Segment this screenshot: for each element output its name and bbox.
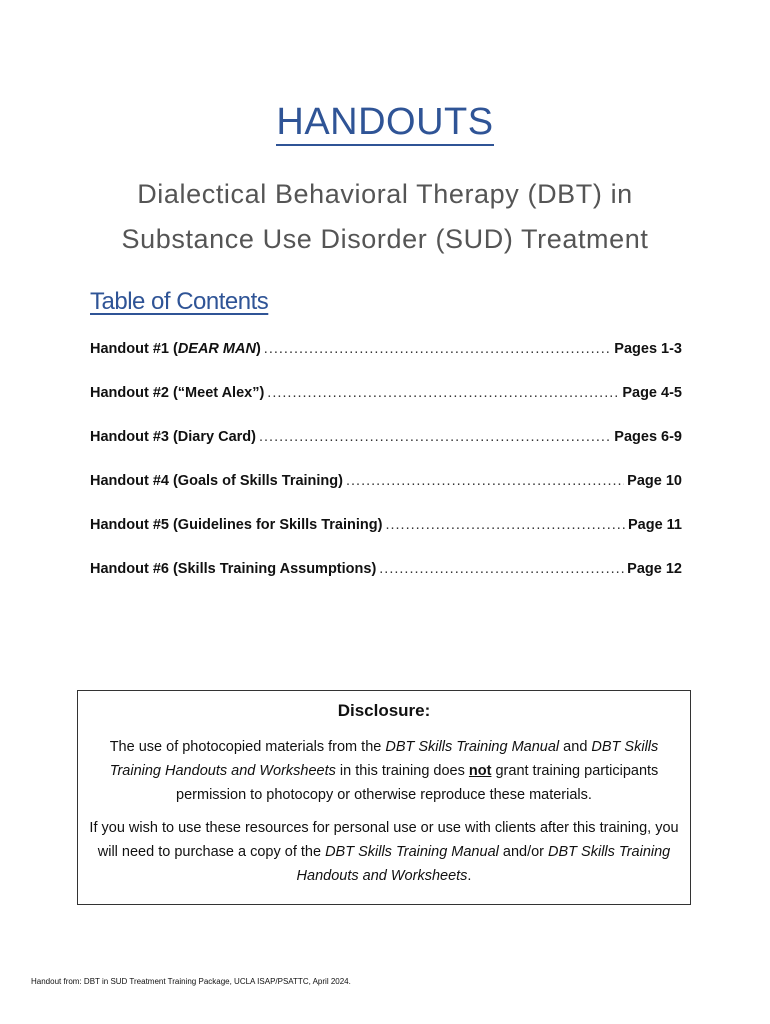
disclosure-box <box>77 690 691 905</box>
toc-item-page: Page 4-5 <box>622 385 682 401</box>
disclosure-paragraph-1: The use of photocopied materials from the DBT Skills Training Manual and DBT Skills Training Handouts and Worksheets in this training does not grant training participants permission to photocopy or otherwise reproduce these materials. <box>109 739 659 803</box>
disclosure-title: Disclosure: <box>337 701 431 720</box>
toc-item-label: Handout #5 (Guidelines for Skills Training) <box>90 517 383 533</box>
document-title: HANDOUTS <box>276 100 493 146</box>
toc-leader-dots <box>259 429 611 445</box>
toc-item <box>90 341 682 385</box>
toc-item-page: Page 12 <box>627 561 682 577</box>
toc-item-label: Handout #3 (Diary Card) <box>90 429 256 445</box>
toc-leader-dots <box>379 561 624 577</box>
toc-leader-dots <box>385 517 625 533</box>
toc-item <box>90 385 682 429</box>
toc-item-page: Page 11 <box>627 517 682 533</box>
document-subtitle <box>0 172 770 262</box>
subtitle-line-2: Substance Use Disorder (SUD) Treatment <box>121 224 649 254</box>
toc-item <box>90 517 682 561</box>
toc-item <box>90 561 682 605</box>
toc-item <box>90 429 682 473</box>
toc-item-label: Handout #1 (DEAR MAN) <box>90 341 261 357</box>
toc-leader-dots <box>346 473 624 489</box>
table-of-contents <box>90 341 682 605</box>
document-title-container <box>0 100 770 146</box>
toc-heading: Table of Contents <box>90 288 269 315</box>
toc-item-label: Handout #6 (Skills Training Assumptions) <box>90 561 377 577</box>
toc-leader-dots <box>264 341 611 357</box>
toc-item-page: Pages 1-3 <box>614 341 682 357</box>
toc-item <box>90 473 682 517</box>
toc-item-label: Handout #4 (Goals of Skills Training) <box>90 473 343 489</box>
subtitle-line-1: Dialectical Behavioral Therapy (DBT) in <box>137 179 633 209</box>
toc-item-page: Pages 6-9 <box>614 429 682 445</box>
disclosure-paragraph-2: If you wish to use these resources for personal use or use with clients after this training, you will need to purchase a copy of the DBT Skills Training Manual and/or DBT Skills Training Handouts and Worksheets. <box>89 820 679 884</box>
toc-leader-dots <box>267 385 619 401</box>
toc-item-page: Page 10 <box>627 473 682 489</box>
toc-item-label: Handout #2 (“Meet Alex”) <box>90 385 265 401</box>
footer-citation: Handout from: DBT in SUD Treatment Training Package, UCLA ISAP/PSATTC, April 2024. <box>31 977 351 986</box>
